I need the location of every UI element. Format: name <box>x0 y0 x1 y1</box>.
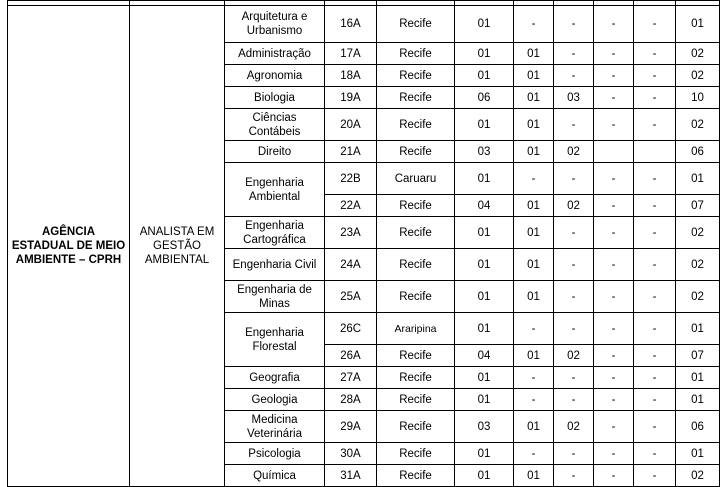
city-cell: Recife <box>377 141 455 163</box>
vacancy-cell-5: - <box>634 217 676 249</box>
vacancy-cell-3: - <box>554 281 594 313</box>
vacancy-cell-1: 01 <box>455 109 514 141</box>
total-cell: 01 <box>676 163 720 195</box>
area-cell: Ciências Contábeis <box>225 109 325 141</box>
total-cell: 10 <box>676 87 720 109</box>
area-cell: Geografia <box>225 367 325 389</box>
code-cell: 19A <box>325 87 377 109</box>
code-cell: 26A <box>325 345 377 367</box>
vacancy-cell-1: 01 <box>455 43 514 65</box>
vacancy-cell-5: - <box>634 87 676 109</box>
code-cell: 17A <box>325 43 377 65</box>
vacancy-cell-5: - <box>634 163 676 195</box>
area-cell: Administração <box>225 43 325 65</box>
city-cell: Araripina <box>377 313 455 345</box>
vacancy-cell-1: 01 <box>455 443 514 465</box>
vacancy-cell-3: 02 <box>554 141 594 163</box>
vacancy-cell-3: - <box>554 249 594 281</box>
city-cell: Recife <box>377 43 455 65</box>
vacancy-cell-3: - <box>554 65 594 87</box>
vacancy-cell-4: - <box>594 43 634 65</box>
vacancy-cell-2: 01 <box>514 87 554 109</box>
vacancy-table <box>7 0 720 487</box>
vacancy-cell-1: 01 <box>455 389 514 411</box>
vacancy-cell-4: - <box>594 249 634 281</box>
vacancy-cell-1: 01 <box>455 163 514 195</box>
vacancy-cell-2: - <box>514 313 554 345</box>
area-cell: Direito <box>225 141 325 163</box>
vacancy-cell-3: - <box>554 6 594 43</box>
vacancy-cell-4: - <box>594 109 634 141</box>
agency-cell: AGÊNCIA ESTADUAL DE MEIO AMBIENTE – CPRH <box>8 6 130 487</box>
code-cell: 30A <box>325 443 377 465</box>
vacancy-cell-4: - <box>594 367 634 389</box>
city-cell: Recife <box>377 195 455 217</box>
vacancy-cell-2: 01 <box>514 281 554 313</box>
vacancy-cell-5 <box>634 141 676 163</box>
city-cell: Recife <box>377 6 455 43</box>
code-cell: 22B <box>325 163 377 195</box>
vacancy-cell-3: 02 <box>554 345 594 367</box>
area-cell: Engenharia Ambiental <box>225 163 325 217</box>
vacancy-cell-4: - <box>594 345 634 367</box>
vacancy-cell-1: 01 <box>455 313 514 345</box>
vacancy-cell-4: - <box>594 65 634 87</box>
total-cell: 07 <box>676 345 720 367</box>
total-cell: 02 <box>676 249 720 281</box>
vacancy-cell-4: - <box>594 163 634 195</box>
vacancy-cell-4: - <box>594 465 634 487</box>
area-cell: Medicina Veterinária <box>225 411 325 443</box>
code-cell: 28A <box>325 389 377 411</box>
area-cell: Engenharia Cartográfica <box>225 217 325 249</box>
city-cell: Recife <box>377 443 455 465</box>
vacancy-cell-4: - <box>594 87 634 109</box>
city-cell: Recife <box>377 65 455 87</box>
vacancy-cell-3: - <box>554 313 594 345</box>
vacancy-cell-5: - <box>634 345 676 367</box>
area-cell: Agronomia <box>225 65 325 87</box>
table-row <box>8 6 720 43</box>
vacancy-cell-1: 01 <box>455 281 514 313</box>
city-cell: Recife <box>377 367 455 389</box>
vacancy-cell-4: - <box>594 6 634 43</box>
vacancy-cell-2: 01 <box>514 345 554 367</box>
vacancy-cell-2: 01 <box>514 65 554 87</box>
total-cell: 01 <box>676 389 720 411</box>
area-cell: Arquitetura e Urbanismo <box>225 6 325 43</box>
vacancy-cell-5: - <box>634 313 676 345</box>
city-cell: Recife <box>377 249 455 281</box>
code-cell: 22A <box>325 195 377 217</box>
city-cell: Recife <box>377 217 455 249</box>
city-cell: Recife <box>377 281 455 313</box>
vacancy-cell-4: - <box>594 281 634 313</box>
vacancy-cell-2: - <box>514 367 554 389</box>
vacancy-cell-5: - <box>634 65 676 87</box>
code-cell: 21A <box>325 141 377 163</box>
vacancy-cell-3: 02 <box>554 195 594 217</box>
vacancy-cell-5: - <box>634 6 676 43</box>
total-cell: 01 <box>676 443 720 465</box>
code-cell: 18A <box>325 65 377 87</box>
total-cell: 01 <box>676 313 720 345</box>
code-cell: 29A <box>325 411 377 443</box>
city-cell: Caruaru <box>377 163 455 195</box>
city-cell: Recife <box>377 411 455 443</box>
area-cell: Biologia <box>225 87 325 109</box>
code-cell: 25A <box>325 281 377 313</box>
total-cell: 02 <box>676 217 720 249</box>
city-cell: Recife <box>377 87 455 109</box>
table-body <box>8 1 720 487</box>
area-cell: Engenharia Civil <box>225 249 325 281</box>
vacancy-cell-5: - <box>634 281 676 313</box>
vacancy-cell-3: - <box>554 163 594 195</box>
vacancy-cell-5: - <box>634 411 676 443</box>
vacancy-cell-2: - <box>514 6 554 43</box>
vacancy-cell-3: 03 <box>554 87 594 109</box>
vacancy-cell-3: - <box>554 443 594 465</box>
vacancy-cell-1: 04 <box>455 195 514 217</box>
vacancy-cell-2: 01 <box>514 249 554 281</box>
total-cell: 01 <box>676 6 720 43</box>
vacancy-cell-4 <box>594 141 634 163</box>
vacancy-cell-4: - <box>594 389 634 411</box>
vacancy-cell-3: - <box>554 465 594 487</box>
vacancy-cell-1: 03 <box>455 411 514 443</box>
vacancy-cell-2: 01 <box>514 109 554 141</box>
vacancy-cell-1: 04 <box>455 345 514 367</box>
total-cell: 06 <box>676 141 720 163</box>
vacancy-cell-5: - <box>634 465 676 487</box>
vacancy-cell-4: - <box>594 195 634 217</box>
vacancy-cell-2: 01 <box>514 43 554 65</box>
code-cell: 31A <box>325 465 377 487</box>
total-cell: 02 <box>676 43 720 65</box>
vacancy-cell-1: 01 <box>455 465 514 487</box>
vacancy-cell-1: 01 <box>455 249 514 281</box>
vacancy-cell-4: - <box>594 313 634 345</box>
vacancy-cell-1: 06 <box>455 87 514 109</box>
vacancy-cell-2: 01 <box>514 411 554 443</box>
total-cell: 02 <box>676 465 720 487</box>
position-cell: ANALISTA EM GESTÃO AMBIENTAL <box>130 6 225 487</box>
total-cell: 06 <box>676 411 720 443</box>
vacancy-cell-1: 01 <box>455 217 514 249</box>
total-cell: 07 <box>676 195 720 217</box>
vacancy-cell-2: - <box>514 163 554 195</box>
area-cell: Engenharia Florestal <box>225 313 325 367</box>
city-cell: Recife <box>377 389 455 411</box>
vacancy-cell-4: - <box>594 443 634 465</box>
code-cell: 24A <box>325 249 377 281</box>
vacancy-cell-1: 01 <box>455 65 514 87</box>
vacancy-cell-5: - <box>634 389 676 411</box>
total-cell: 02 <box>676 281 720 313</box>
city-cell: Recife <box>377 465 455 487</box>
vacancy-cell-3: - <box>554 217 594 249</box>
vacancy-cell-1: 01 <box>455 6 514 43</box>
code-cell: 27A <box>325 367 377 389</box>
vacancy-cell-2: 01 <box>514 195 554 217</box>
code-cell: 23A <box>325 217 377 249</box>
vacancy-cell-3: - <box>554 367 594 389</box>
total-cell: 01 <box>676 367 720 389</box>
city-cell: Recife <box>377 345 455 367</box>
code-cell: 20A <box>325 109 377 141</box>
area-cell: Geologia <box>225 389 325 411</box>
code-cell: 16A <box>325 6 377 43</box>
vacancy-cell-3: - <box>554 109 594 141</box>
vacancy-cell-5: - <box>634 195 676 217</box>
vacancy-cell-3: - <box>554 43 594 65</box>
city-cell: Recife <box>377 109 455 141</box>
vacancy-cell-2: 01 <box>514 217 554 249</box>
vacancy-cell-5: - <box>634 249 676 281</box>
vacancy-cell-4: - <box>594 217 634 249</box>
vacancy-cell-2: - <box>514 443 554 465</box>
total-cell: 02 <box>676 109 720 141</box>
area-cell: Química <box>225 465 325 487</box>
code-cell: 26C <box>325 313 377 345</box>
area-cell: Engenharia de Minas <box>225 281 325 313</box>
vacancy-cell-5: - <box>634 43 676 65</box>
vacancy-cell-3: 02 <box>554 411 594 443</box>
vacancy-cell-2: 01 <box>514 141 554 163</box>
vacancy-cell-2: 01 <box>514 465 554 487</box>
vacancy-cell-5: - <box>634 443 676 465</box>
vacancy-cell-1: 01 <box>455 367 514 389</box>
total-cell: 02 <box>676 65 720 87</box>
vacancy-cell-4: - <box>594 411 634 443</box>
vacancy-cell-2: - <box>514 389 554 411</box>
vacancy-cell-5: - <box>634 109 676 141</box>
area-cell: Psicologia <box>225 443 325 465</box>
vacancy-cell-1: 03 <box>455 141 514 163</box>
vacancy-cell-3: - <box>554 389 594 411</box>
vacancy-cell-5: - <box>634 367 676 389</box>
